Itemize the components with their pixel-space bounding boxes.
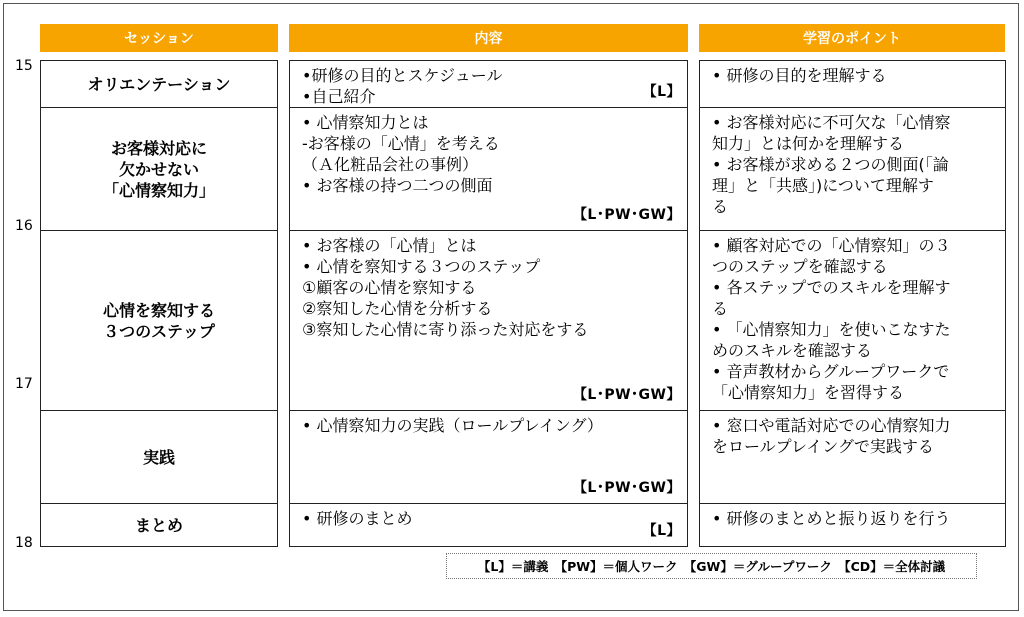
points-cell: [699, 60, 1006, 108]
session-cell: [40, 60, 278, 108]
content-line: （Ａ化粧品会社の事例）: [302, 155, 479, 174]
session-title-line: 「心情察知力」: [102, 180, 215, 200]
point-line: • 研修のまとめと振り返りを行う: [712, 509, 951, 528]
session-title-line: お客様対応に: [110, 138, 207, 158]
point-line: • 窓口や電話対応での心情察知力: [712, 416, 951, 435]
content-cell: [289, 410, 688, 504]
content-line: ②察知した心情を分析する: [302, 299, 493, 318]
session-title-line: 実践: [142, 447, 175, 467]
session-title-line: まとめ: [134, 515, 183, 535]
content-line: • お客様の「心情」とは: [302, 236, 477, 255]
content-cell: [289, 230, 688, 411]
content-cell: [289, 107, 688, 231]
content-line: •研修の目的とスケジュール: [302, 66, 503, 85]
method-tag: 【L･PW･GW】: [572, 387, 681, 403]
point-line: めのスキルを確認する: [712, 341, 872, 360]
session-cell: [40, 107, 278, 231]
point-line: をロールプレイングで実践する: [712, 437, 934, 456]
method-tag: 【L･PW･GW】: [572, 480, 681, 496]
method-tag: 【L･PW･GW】: [572, 207, 681, 223]
point-line: • 「心情察知力」を使いこなすた: [712, 320, 951, 339]
header-content: 内容: [289, 24, 688, 52]
points-cell: [699, 410, 1006, 504]
point-line: 「心情察知力」を習得する: [712, 383, 905, 402]
time-label: 16: [15, 218, 33, 234]
session-title-line: 欠かせない: [118, 159, 199, 179]
points-cell: [699, 230, 1006, 411]
point-line: • お客様対応に不可欠な「心情察: [712, 113, 951, 132]
point-line: る: [712, 197, 729, 216]
content-line: •自己紹介: [302, 87, 376, 106]
content-line: • 研修のまとめ: [302, 509, 413, 528]
header-points: 学習のポイント: [699, 24, 1005, 52]
method-tag: 【L】: [642, 523, 681, 539]
session-cell: [40, 230, 278, 411]
point-line: • 各ステップでのスキルを理解す: [712, 278, 951, 297]
content-cell: [289, 503, 688, 547]
point-line: 知力」とは何かを理解する: [712, 134, 905, 153]
points-cell: [699, 107, 1006, 231]
point-line: • 研修の目的を理解する: [712, 66, 887, 85]
header-session: セッション: [40, 24, 278, 52]
session-cell: [40, 410, 278, 504]
content-line: • 心情察知力とは: [302, 113, 429, 132]
time-label: 15: [15, 58, 33, 74]
session-title-line: 心情を察知する: [102, 300, 215, 320]
point-line: つのステップを確認する: [712, 257, 888, 276]
content-line: • 心情察知力の実践（ロールプレイング）: [302, 416, 603, 435]
legend: 【L】＝講義 【PW】＝個人ワーク 【GW】＝グループワーク 【CD】＝全体討議: [446, 553, 977, 579]
time-label: 17: [15, 376, 33, 392]
point-line: • 音声教材からグループワークで: [712, 362, 950, 381]
point-line: る: [712, 299, 729, 318]
content-line: ①顧客の心情を察知する: [302, 278, 477, 297]
method-tag: 【L】: [642, 84, 681, 100]
session-title-line: ３つのステップ: [103, 321, 215, 341]
content-line: • お客様の持つ二つの側面: [302, 176, 493, 195]
time-label: 18: [15, 535, 33, 551]
points-cell: [699, 503, 1006, 547]
point-line: • お客様が求める２つの側面(「論: [712, 155, 949, 174]
point-line: • 顧客対応での「心情察知」の３: [712, 236, 951, 255]
session-cell: [40, 503, 278, 547]
content-cell: [289, 60, 688, 108]
content-line: -お客様の「心情」を考える: [302, 134, 500, 153]
point-line: 理」と「共感」)について理解す: [712, 176, 934, 195]
session-title-line: オリエンテーション: [87, 74, 231, 94]
content-line: ③察知した心情に寄り添った対応をする: [302, 320, 589, 339]
content-line: • 心情を察知する３つのステップ: [302, 257, 541, 276]
